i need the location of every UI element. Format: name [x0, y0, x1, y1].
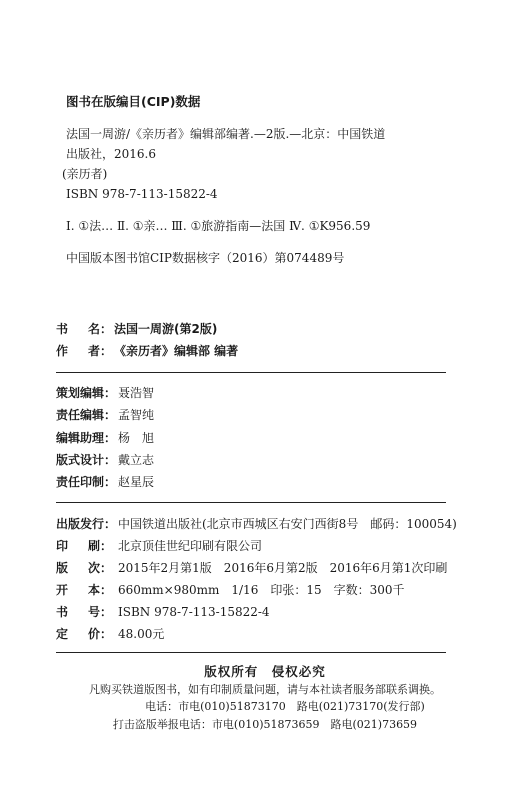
- publisher-row: [56, 516, 457, 532]
- isbn-value: ISBN 978-7-113-15822-4: [118, 605, 270, 619]
- format-row: [56, 582, 405, 598]
- editor-value: 孟智纯: [118, 408, 155, 422]
- price-label: 定 价：: [56, 627, 113, 641]
- format-label: 开 本：: [56, 583, 113, 597]
- cip-series: (亲历者): [62, 167, 108, 181]
- editor-label: 责任编辑：: [56, 408, 117, 422]
- book-title-value: 法国一周游(第2版): [114, 322, 218, 336]
- editor-value: 赵星辰: [118, 475, 155, 489]
- editor-value: 聂浩智: [118, 386, 155, 400]
- cip-library-record: 中国版本图书馆CIP数据核字（2016）第074489号: [66, 251, 345, 265]
- editor-row: [56, 474, 154, 490]
- editor-label: 策划编辑：: [56, 386, 117, 400]
- edition-value: 2015年2月第1版 2016年6月第2版 2016年6月第1次印刷: [118, 561, 448, 575]
- copyright-notice: 版权所有 侵权必究: [204, 664, 326, 679]
- editor-label: 责任印制：: [56, 475, 117, 489]
- book-author-label: 作 者：: [56, 344, 113, 358]
- publisher-label: 出版发行：: [56, 517, 117, 531]
- editor-label: 版式设计：: [56, 453, 117, 467]
- piracy-hotline: 打击盗版举报电话：市电(010)51873659 路电(021)73659: [112, 718, 418, 731]
- price-value: 48.00元: [118, 627, 165, 641]
- divider-1: [56, 372, 446, 373]
- printer-label: 印 刷：: [56, 539, 113, 553]
- editor-label: 编辑助理：: [56, 431, 117, 445]
- format-value: 660mm×980mm 1/16 印张：15 字数：300千: [118, 583, 405, 597]
- isbn-label: 书 号：: [56, 605, 113, 619]
- cip-record-line2: 出版社，2016.6: [66, 147, 156, 161]
- edition-row: [56, 560, 447, 576]
- divider-2: [56, 502, 446, 503]
- printer-row: [56, 538, 262, 554]
- editor-row: [56, 407, 154, 423]
- quality-notice: 凡购买铁道版图书，如有印制质量问题，请与本社读者服务部联系调换。: [89, 683, 441, 696]
- isbn-row: [56, 604, 270, 620]
- cip-isbn: ISBN 978-7-113-15822-4: [66, 187, 218, 201]
- cip-classification: Ⅰ. ①法… Ⅱ. ①亲… Ⅲ. ①旅游指南—法国 Ⅳ. ①K956.59: [66, 219, 371, 233]
- editor-row: [56, 430, 154, 446]
- book-author-row: [56, 343, 238, 359]
- cip-title: 图书在版编目(CIP)数据: [66, 94, 201, 109]
- book-author-value: 《亲历者》编辑部 编著: [114, 344, 239, 358]
- editor-value: 杨 旭: [118, 431, 155, 445]
- editor-value: 戴立志: [118, 453, 155, 467]
- price-row: [56, 626, 164, 642]
- editor-row: [56, 385, 154, 401]
- phone-line: 电话：市电(010)51873170 路电(021)73170(发行部): [145, 700, 425, 713]
- edition-label: 版 次：: [56, 561, 113, 575]
- editor-row: [56, 452, 154, 468]
- book-title-label: 书 名：: [56, 322, 113, 336]
- book-title-row: [56, 321, 217, 337]
- publisher-value: 中国铁道出版社(北京市西城区右安门西街8号 邮码：100054): [118, 517, 457, 531]
- divider-3: [56, 652, 446, 653]
- cip-record-line1: 法国一周游/《亲历者》编辑部编著.—2版.—北京：中国铁道: [66, 127, 386, 141]
- printer-value: 北京顶佳世纪印刷有限公司: [118, 539, 263, 553]
